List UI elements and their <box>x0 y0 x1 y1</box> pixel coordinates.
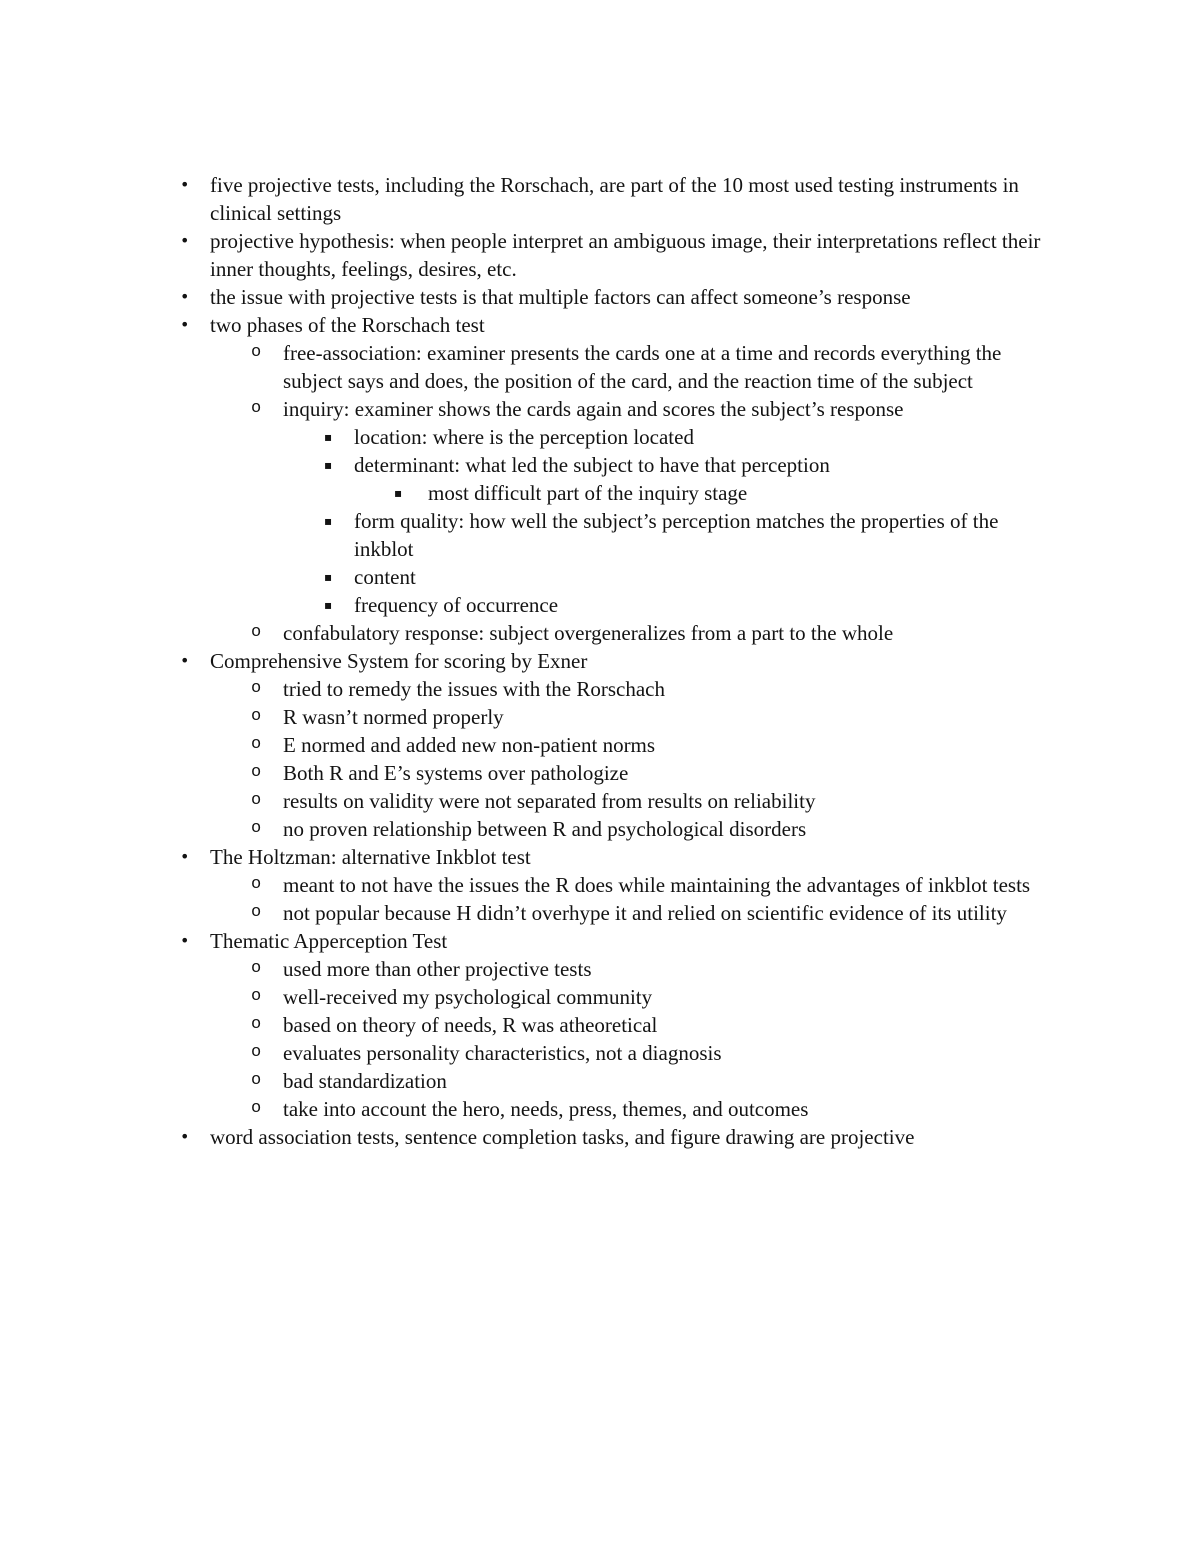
disc-bullet-icon: • <box>180 1127 190 1146</box>
list-item <box>178 619 1050 647</box>
notes-document <box>178 171 1050 1151</box>
circle-bullet-icon: o <box>251 1071 262 1090</box>
disc-bullet-icon: • <box>180 287 190 306</box>
square-bullet-icon: ▪ <box>324 598 333 612</box>
list-item <box>178 815 1050 843</box>
circle-bullet-icon: o <box>251 791 262 810</box>
disc-bullet-icon: • <box>180 931 190 950</box>
circle-bullet-icon: o <box>251 763 262 782</box>
list-item <box>178 871 1050 899</box>
list-item-text: projective hypothesis: when people interpret an ambiguous image, their interpretations reflect their inner thoughts, feelings, desires, etc. <box>210 229 1041 281</box>
disc-bullet-icon: • <box>180 315 190 334</box>
list-item <box>178 955 1050 983</box>
list-item-text: two phases of the Rorschach test <box>210 313 485 337</box>
list-item-text: R wasn’t normed properly <box>283 705 504 729</box>
circle-bullet-icon: o <box>251 987 262 1006</box>
list-item-text: determinant: what led the subject to have that perception <box>354 453 830 477</box>
circle-bullet-icon: o <box>251 903 262 922</box>
list-item-text: frequency of occurrence <box>354 593 559 617</box>
list-item-text: five projective tests, including the Rorschach, are part of the 10 most used testing instruments in clinical settings <box>210 173 1019 225</box>
list-item <box>178 563 1050 591</box>
list-item <box>178 899 1050 927</box>
list-item-text: most difficult part of the inquiry stage <box>428 481 748 505</box>
disc-bullet-icon: • <box>180 847 190 866</box>
list-item-text: evaluates personality characteristics, not a diagnosis <box>283 1041 722 1065</box>
list-item-text: location: where is the perception located <box>354 425 694 449</box>
circle-bullet-icon: o <box>251 623 262 642</box>
bullet-list <box>178 171 1050 1151</box>
circle-bullet-icon: o <box>251 343 262 362</box>
circle-bullet-icon: o <box>251 679 262 698</box>
list-item-text: word association tests, sentence completion tasks, and figure drawing are projective <box>210 1125 915 1149</box>
list-item <box>178 983 1050 1011</box>
list-item <box>178 227 1050 283</box>
list-item-text: E normed and added new non-patient norms <box>283 733 656 757</box>
list-item-text: Comprehensive System for scoring by Exner <box>210 649 588 673</box>
list-item <box>178 283 1050 311</box>
list-item <box>178 703 1050 731</box>
list-item <box>178 1123 1050 1151</box>
list-item-text: content <box>354 565 416 589</box>
list-item-text: tried to remedy the issues with the Rorschach <box>283 677 665 701</box>
disc-bullet-icon: • <box>180 651 190 670</box>
list-item <box>178 423 1050 451</box>
list-item-text: based on theory of needs, R was atheoretical <box>283 1013 658 1037</box>
list-item <box>178 927 1050 955</box>
list-item <box>178 171 1050 227</box>
list-item <box>178 731 1050 759</box>
circle-bullet-icon: o <box>251 875 262 894</box>
list-item-text: form quality: how well the subject’s perception matches the properties of the inkblot <box>354 509 999 561</box>
square-bullet-icon: ▪ <box>324 514 333 528</box>
square-bullet-icon: ▪ <box>324 458 333 472</box>
list-item-text: used more than other projective tests <box>283 957 592 981</box>
list-item <box>178 1039 1050 1067</box>
list-item <box>178 1095 1050 1123</box>
list-item-text: no proven relationship between R and psychological disorders <box>283 817 807 841</box>
list-item <box>178 339 1050 395</box>
circle-bullet-icon: o <box>251 1015 262 1034</box>
circle-bullet-icon: o <box>251 707 262 726</box>
list-item-text: inquiry: examiner shows the cards again and scores the subject’s response <box>283 397 904 421</box>
list-item-text: Both R and E’s systems over pathologize <box>283 761 629 785</box>
list-item <box>178 507 1050 563</box>
disc-bullet-icon: • <box>180 175 190 194</box>
list-item-text: results on validity were not separated from results on reliability <box>283 789 816 813</box>
list-item-text: The Holtzman: alternative Inkblot test <box>210 845 531 869</box>
list-item-text: not popular because H didn’t overhype it and relied on scientific evidence of its utility <box>283 901 1007 925</box>
list-item-text: the issue with projective tests is that multiple factors can affect someone’s response <box>210 285 911 309</box>
square-bullet-icon: ▪ <box>394 486 403 500</box>
list-item <box>178 787 1050 815</box>
list-item <box>178 843 1050 871</box>
circle-bullet-icon: o <box>251 399 262 418</box>
list-item-text: meant to not have the issues the R does while maintaining the advantages of inkblot tests <box>283 873 1031 897</box>
list-item <box>178 479 1050 507</box>
square-bullet-icon: ▪ <box>324 430 333 444</box>
list-item <box>178 675 1050 703</box>
list-item-text: bad standardization <box>283 1069 447 1093</box>
list-item-text: confabulatory response: subject overgeneralizes from a part to the whole <box>283 621 894 645</box>
list-item <box>178 1067 1050 1095</box>
circle-bullet-icon: o <box>251 819 262 838</box>
circle-bullet-icon: o <box>251 1043 262 1062</box>
list-item <box>178 311 1050 339</box>
circle-bullet-icon: o <box>251 1099 262 1118</box>
list-item-text: free-association: examiner presents the cards one at a time and records everything the subject says and does, the position of the card, and the reaction time of the subject <box>283 341 1002 393</box>
circle-bullet-icon: o <box>251 959 262 978</box>
circle-bullet-icon: o <box>251 735 262 754</box>
list-item <box>178 451 1050 479</box>
list-item-text: Thematic Apperception Test <box>210 929 448 953</box>
list-item <box>178 591 1050 619</box>
list-item <box>178 1011 1050 1039</box>
list-item <box>178 759 1050 787</box>
list-item-text: well-received my psychological community <box>283 985 653 1009</box>
list-item <box>178 647 1050 675</box>
disc-bullet-icon: • <box>180 231 190 250</box>
list-item-text: take into account the hero, needs, press, themes, and outcomes <box>283 1097 809 1121</box>
square-bullet-icon: ▪ <box>324 570 333 584</box>
list-item <box>178 395 1050 423</box>
